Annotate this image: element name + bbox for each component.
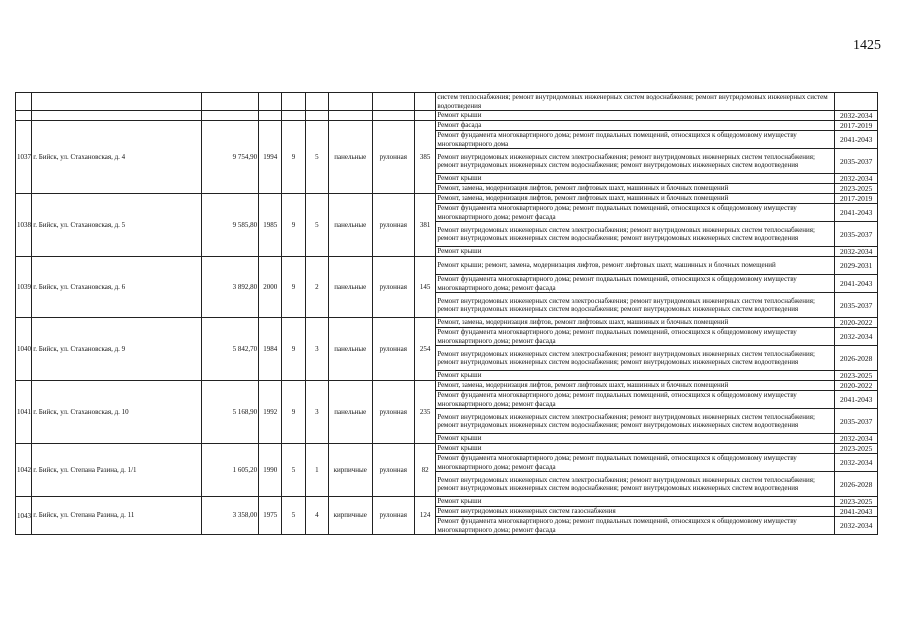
residents-cell: 82 [415,444,436,497]
entrances-cell: 5 [305,194,328,257]
wall-material-cell: панельные [328,194,372,257]
work-type-cell: Ремонт внутридомовых инженерных систем электроснабжения; ремонт внутридомовых инженерных систем теплоснабжения; ремонт внутридомовых инженерных систем водоснабжения; ремонт внутридомовых инженерных систем водоотведения [436,149,835,174]
work-type-cell: Ремонт, замена, модернизация лифтов, ремонт лифтовых шахт, машинных и блочных помещений [436,318,835,328]
empty-cell [16,93,32,111]
work-type-cell: Ремонт фасада [436,121,835,131]
empty-cell [372,111,415,121]
wall-material-cell: панельные [328,257,372,318]
work-period-cell: 2023-2025 [835,497,878,507]
floors-cell: 9 [282,194,305,257]
work-type-cell: Ремонт фундамента многоквартирного дома; ремонт подвальных помещений, относящихся к общедомовому имуществу многоквартирного дома; ремонт фасада [436,454,835,472]
roof-type-cell: рулонная [372,121,415,194]
table-row [16,111,878,121]
year-built-cell: 1985 [259,194,282,257]
floors-cell: 9 [282,257,305,318]
work-period-cell: 2032-2034 [835,434,878,444]
empty-cell [16,111,32,121]
work-type-cell: Ремонт крыши; ремонт, замена, модернизация лифтов, ремонт лифтовых шахт, машинных и блочных помещений [436,257,835,275]
work-period-cell: 2041-2043 [835,131,878,149]
work-type-cell: Ремонт внутридомовых инженерных систем электроснабжения; ремонт внутридомовых инженерных систем теплоснабжения; ремонт внутридомовых инженерных систем водоснабжения; ремонт внутридомовых инженерных систем водоотведения [436,472,835,497]
table-row [16,381,878,391]
work-period-cell: 2023-2025 [835,371,878,381]
empty-cell [328,111,372,121]
year-built-cell: 1994 [259,121,282,194]
work-type-cell: Ремонт, замена, модернизация лифтов, ремонт лифтовых шахт, машинных и блочных помещений [436,194,835,204]
house-number-cell: 1041 [16,381,32,444]
wall-material-cell: панельные [328,318,372,381]
residents-cell: 124 [415,497,436,535]
residents-cell: 381 [415,194,436,257]
total-area-cell: 3 358,00 [202,497,259,535]
table-row [16,194,878,204]
house-number-cell: 1039 [16,257,32,318]
total-area-cell: 9 585,80 [202,194,259,257]
table-row [16,93,878,111]
address-cell: г. Бийск, ул. Стахановская, д. 10 [32,381,202,444]
work-type-cell: Ремонт крыши [436,174,835,184]
total-area-cell: 9 754,90 [202,121,259,194]
work-period-cell: 2035-2037 [835,293,878,318]
empty-cell [282,111,305,121]
table-row [16,444,878,454]
work-type-cell: Ремонт крыши [436,434,835,444]
roof-type-cell: рулонная [372,194,415,257]
total-area-cell: 3 892,80 [202,257,259,318]
residents-cell: 145 [415,257,436,318]
work-type-cell: Ремонт фундамента многоквартирного дома; ремонт подвальных помещений, относящихся к общедомовому имуществу многоквартирного дома; ремонт фасада [436,275,835,293]
table-row [16,318,878,328]
page-number: 1425 [853,38,881,53]
empty-cell [202,93,259,111]
entrances-cell: 2 [305,257,328,318]
work-type-cell: Ремонт крыши [436,444,835,454]
year-built-cell: 1975 [259,497,282,535]
work-period-cell: 2032-2034 [835,111,878,121]
empty-cell [372,93,415,111]
address-cell: г. Бийск, ул. Стахановская, д. 5 [32,194,202,257]
empty-cell [259,93,282,111]
residents-cell: 235 [415,381,436,444]
total-area-cell: 5 168,90 [202,381,259,444]
residents-cell: 254 [415,318,436,381]
work-type-cell: Ремонт крыши [436,371,835,381]
floors-cell: 5 [282,497,305,535]
repair-schedule-table [15,92,878,535]
work-period-cell: 2026-2028 [835,346,878,371]
roof-type-cell: рулонная [372,444,415,497]
work-period-cell: 2041-2043 [835,507,878,517]
floors-cell: 9 [282,121,305,194]
floors-cell: 5 [282,444,305,497]
work-period-cell: 2032-2034 [835,328,878,346]
table-row [16,121,878,131]
work-type-cell: Ремонт фундамента многоквартирного дома; ремонт подвальных помещений, относящихся к общедомовому имуществу многоквартирного дома [436,131,835,149]
work-type-cell: Ремонт внутридомовых инженерных систем электроснабжения; ремонт внутридомовых инженерных систем теплоснабжения; ремонт внутридомовых инженерных систем водоснабжения; ремонт внутридомовых инженерных систем водоотведения [436,222,835,247]
work-period-cell: 2035-2037 [835,409,878,434]
house-number-cell: 1040 [16,318,32,381]
work-period-cell: 2020-2022 [835,318,878,328]
work-type-cell: Ремонт крыши [436,111,835,121]
work-type-cell: Ремонт внутридомовых инженерных систем газоснабжения [436,507,835,517]
work-period-cell: 2032-2034 [835,247,878,257]
house-number-cell: 1043 [16,497,32,535]
work-type-cell: Ремонт фундамента многоквартирного дома; ремонт подвальных помещений, относящихся к общедомовому имуществу многоквартирного дома; ремонт фасада [436,204,835,222]
year-built-cell: 2000 [259,257,282,318]
wall-material-cell: кирпичные [328,497,372,535]
work-period-cell: 2032-2034 [835,517,878,535]
table-row [16,497,878,507]
residents-cell: 385 [415,121,436,194]
work-type-cell: Ремонт, замена, модернизация лифтов, ремонт лифтовых шахт, машинных и блочных помещений [436,381,835,391]
work-type-cell: Ремонт крыши [436,497,835,507]
entrances-cell: 3 [305,381,328,444]
work-type-cell: систем теплоснабжения; ремонт внутридомовых инженерных систем водоснабжения; ремонт внутридомовых инженерных систем водоотведения [436,93,835,111]
work-type-cell: Ремонт внутридомовых инженерных систем электроснабжения; ремонт внутридомовых инженерных систем теплоснабжения; ремонт внутридомовых инженерных систем водоснабжения; ремонт внутридомовых инженерных систем водоотведения [436,293,835,318]
work-period-cell: 2017-2019 [835,121,878,131]
work-period-cell: 2035-2037 [835,149,878,174]
address-cell: г. Бийск, ул. Стахановская, д. 9 [32,318,202,381]
address-cell: г. Бийск, ул. Стахановская, д. 6 [32,257,202,318]
roof-type-cell: рулонная [372,497,415,535]
work-period-cell: 2041-2043 [835,391,878,409]
work-type-cell: Ремонт фундамента многоквартирного дома; ремонт подвальных помещений, относящихся к общедомовому имуществу многоквартирного дома; ремонт фасада [436,328,835,346]
work-type-cell: Ремонт крыши [436,247,835,257]
year-built-cell: 1992 [259,381,282,444]
work-type-cell: Ремонт внутридомовых инженерных систем электроснабжения; ремонт внутридомовых инженерных систем теплоснабжения; ремонт внутридомовых инженерных систем водоснабжения; ремонт внутридомовых инженерных систем водоотведения [436,346,835,371]
work-period-cell: 2032-2034 [835,454,878,472]
wall-material-cell: панельные [328,381,372,444]
house-number-cell: 1042 [16,444,32,497]
empty-cell [32,93,202,111]
work-type-cell: Ремонт фундамента многоквартирного дома; ремонт подвальных помещений, относящихся к общедомовому имуществу многоквартирного дома; ремонт фасада [436,517,835,535]
total-area-cell: 5 842,70 [202,318,259,381]
address-cell: г. Бийск, ул. Степана Разина, д. 1/1 [32,444,202,497]
empty-cell [328,93,372,111]
work-period-cell: 2023-2025 [835,184,878,194]
house-number-cell: 1038 [16,194,32,257]
work-type-cell: Ремонт фундамента многоквартирного дома; ремонт подвальных помещений, относящихся к общедомовому имуществу многоквартирного дома; ремонт фасада [436,391,835,409]
empty-cell [305,111,328,121]
roof-type-cell: рулонная [372,318,415,381]
work-type-cell: Ремонт внутридомовых инженерных систем электроснабжения; ремонт внутридомовых инженерных систем теплоснабжения; ремонт внутридомовых инженерных систем водоснабжения; ремонт внутридомовых инженерных систем водоотведения [436,409,835,434]
empty-cell [415,93,436,111]
work-period-cell: 2035-2037 [835,222,878,247]
floors-cell: 9 [282,318,305,381]
empty-cell [202,111,259,121]
work-period-cell: 2041-2043 [835,204,878,222]
house-number-cell: 1037 [16,121,32,194]
entrances-cell: 5 [305,121,328,194]
work-period-cell: 2017-2019 [835,194,878,204]
empty-cell [415,111,436,121]
year-built-cell: 1990 [259,444,282,497]
wall-material-cell: панельные [328,121,372,194]
wall-material-cell: кирпичные [328,444,372,497]
work-period-cell: 2032-2034 [835,174,878,184]
empty-cell [305,93,328,111]
total-area-cell: 1 605,20 [202,444,259,497]
floors-cell: 9 [282,381,305,444]
empty-cell [32,111,202,121]
address-cell: г. Бийск, ул. Степана Разина, д. 11 [32,497,202,535]
table-row [16,257,878,275]
work-period-cell: 2023-2025 [835,444,878,454]
address-cell: г. Бийск, ул. Стахановская, д. 4 [32,121,202,194]
work-type-cell: Ремонт, замена, модернизация лифтов, ремонт лифтовых шахт, машинных и блочных помещений [436,184,835,194]
entrances-cell: 4 [305,497,328,535]
work-period-cell [835,93,878,111]
entrances-cell: 1 [305,444,328,497]
work-period-cell: 2020-2022 [835,381,878,391]
empty-cell [259,111,282,121]
roof-type-cell: рулонная [372,257,415,318]
work-period-cell: 2029-2031 [835,257,878,275]
work-period-cell: 2026-2028 [835,472,878,497]
entrances-cell: 3 [305,318,328,381]
empty-cell [282,93,305,111]
work-period-cell: 2041-2043 [835,275,878,293]
year-built-cell: 1984 [259,318,282,381]
roof-type-cell: рулонная [372,381,415,444]
